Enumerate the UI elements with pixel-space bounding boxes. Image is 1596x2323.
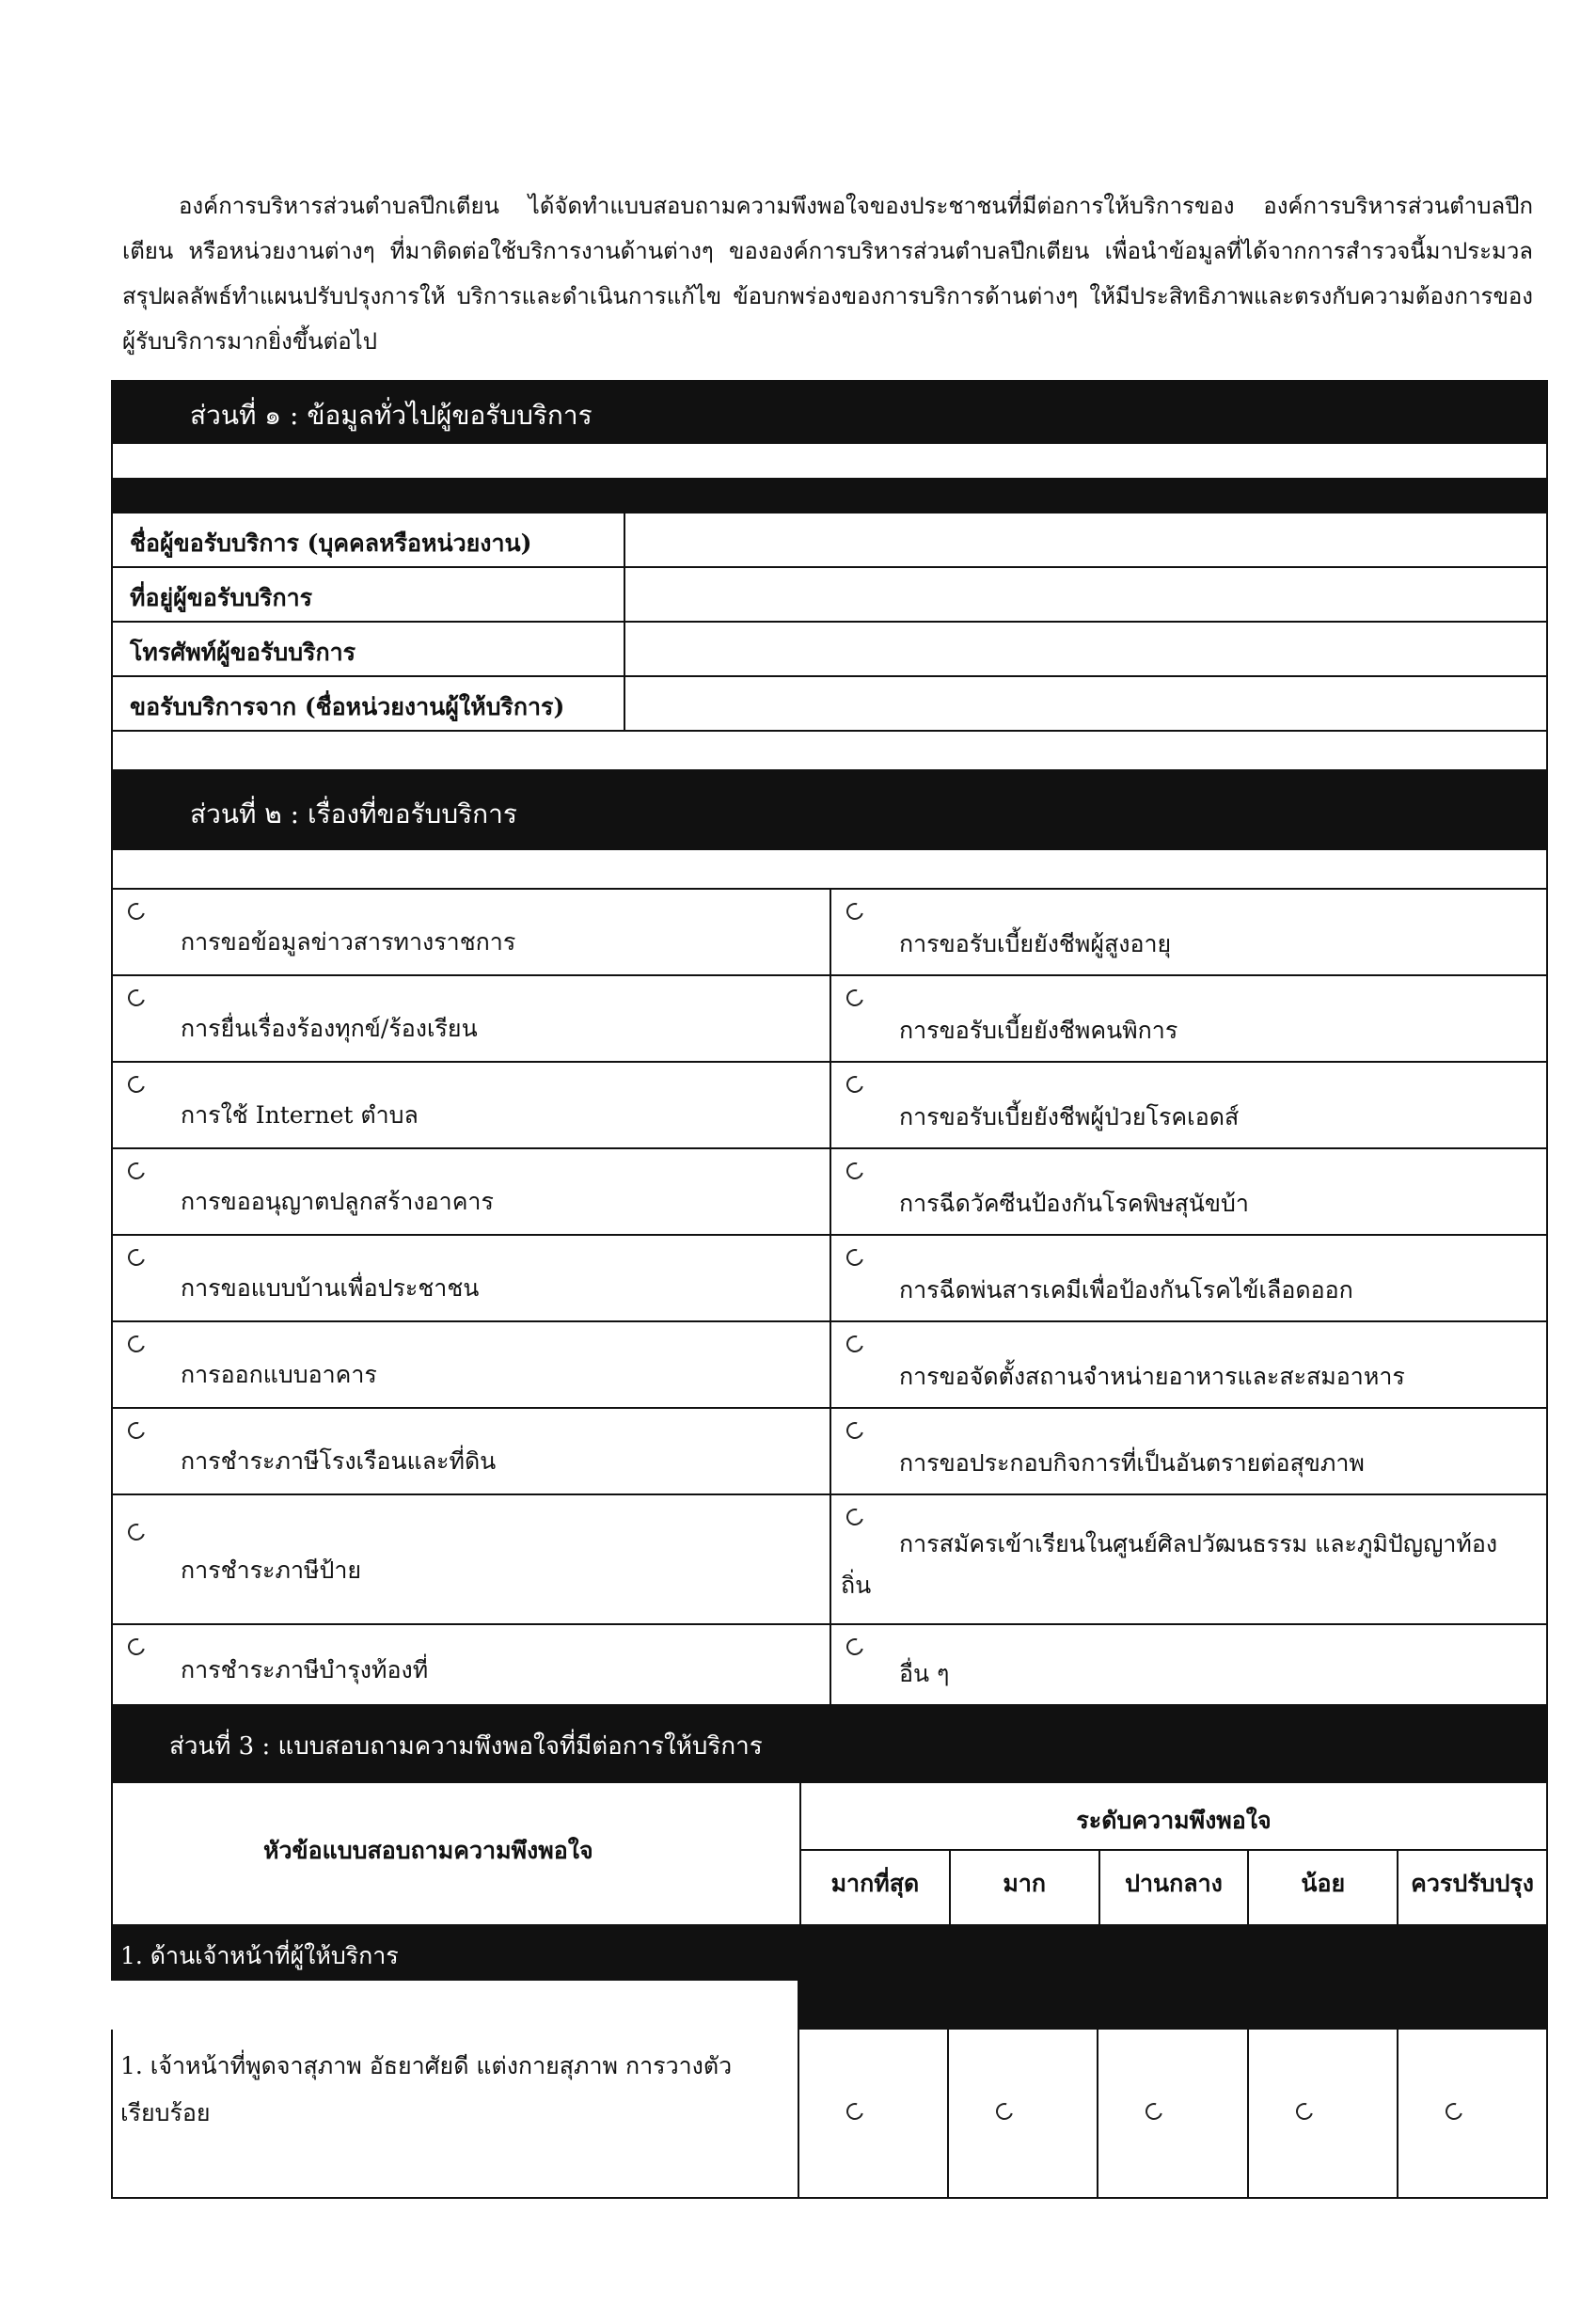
part3-title: ส่วนที่ 3 : แบบสอบถามความพึงพอใจที่มีต่อการให้บริการ [169,1732,763,1761]
part1-title: ส่วนที่ ๑ : ข้อมูลทั่วไปผู้ขอรับบริการ [190,400,593,431]
service-option[interactable] [113,890,830,974]
category-label: 1. ด้านเจ้าหน้าที่ผู้ให้บริการ [120,1942,399,1969]
radio-icon[interactable] [125,1073,149,1097]
service-label: การชำระภาษีโรงเรือนและที่ดิน [181,1447,497,1475]
service-row [111,1322,1548,1409]
service-option[interactable] [830,1495,1546,1623]
part2-title: ส่วนที่ ๒ : เรื่องที่ขอรับบริการ [190,798,517,830]
question-text: 1. เจ้าหน้าที่พูดจาสุภาพ อัธยาศัยดี แต่งกายสุภาพ การวางตัวเรียบร้อย [113,2030,799,2197]
field-row-name [111,514,1548,568]
service-row [111,1495,1548,1625]
rating-cell-needs-improvement[interactable] [1398,2030,1546,2197]
radio-icon[interactable] [844,1419,867,1443]
radio-icon[interactable] [125,987,149,1010]
address-field[interactable] [625,568,1546,621]
service-label: อื่น ๆ [899,1660,950,1687]
service-row [111,1625,1548,1706]
rating-cell-medium[interactable] [1098,2030,1248,2197]
field-label: โทรศัพท์ผู้ขอรับบริการ [113,623,625,675]
service-option[interactable] [830,1322,1546,1407]
level-needs-improvement: ควรปรับปรุง [1411,1870,1535,1897]
level-very-high: มากที่สุด [801,1851,951,1924]
radio-icon[interactable] [844,2100,867,2124]
field-label: ชื่อผู้ขอรับบริการ (บุคคลหรือหน่วยงาน) [113,514,625,566]
field-row-phone [111,623,1548,677]
service-label: การสมัครเข้าเรียนในศูนย์ศิลปวัฒนธรรม และภูมิปัญญาท้องถิ่น [841,1530,1498,1599]
service-option[interactable] [830,1063,1546,1147]
service-row [111,1063,1548,1149]
survey-form [111,380,1548,2199]
service-label: การฉีดวัคซีนป้องกันโรคพิษสุนัขบ้า [899,1190,1249,1217]
service-label: การยื่นเรื่องร้องทุกข์/ร้องเรียน [181,1015,478,1042]
service-label: การใช้ Internet ตำบล [181,1101,419,1129]
radio-icon[interactable] [1292,2100,1316,2124]
radio-icon[interactable] [844,1636,867,1659]
service-label: การขอรับเบี้ยยังชีพผู้ป่วยโรคเอดส์ [899,1103,1240,1130]
service-option[interactable] [113,1063,830,1147]
radio-icon[interactable] [125,1636,149,1659]
service-label: การชำระภาษีป้าย [181,1557,362,1584]
service-label: การชำระภาษีบำรุงท้องที่ [181,1656,429,1683]
radio-icon[interactable] [125,1419,149,1443]
service-label: การขอจัดตั้งสถานจำหน่ายอาหารและสะสมอาหาร [899,1363,1405,1390]
phone-field[interactable] [625,623,1546,675]
field-label: ที่อยู่ผู้ขอรับบริการ [113,568,625,621]
radio-icon[interactable] [1443,2100,1466,2124]
service-option[interactable] [830,976,1546,1061]
radio-icon[interactable] [993,2100,1017,2124]
radio-icon[interactable] [125,1246,149,1270]
topic-column-header [113,1783,801,1924]
agency-field[interactable] [625,677,1546,730]
service-option[interactable] [113,1236,830,1320]
part1-divider [111,478,1548,514]
radio-icon[interactable] [844,1073,867,1097]
name-field[interactable] [625,514,1546,566]
radio-icon[interactable] [844,900,867,924]
field-row-agency [111,677,1548,732]
service-label: การขอรับเบี้ยยังชีพผู้สูงอายุ [899,930,1172,957]
rating-cell-high[interactable] [949,2030,1098,2197]
radio-icon[interactable] [125,1160,149,1183]
field-label: ขอรับบริการจาก (ชื่อหน่วยงานผู้ให้บริการ) [113,677,625,730]
radio-icon[interactable] [125,900,149,924]
level-low: น้อย [1249,1851,1398,1924]
radio-icon[interactable] [844,987,867,1010]
service-label: การขออนุญาตปลูกสร้างอาคาร [181,1188,494,1215]
service-option[interactable] [113,1625,830,1704]
service-row [111,890,1548,976]
service-option[interactable] [830,1149,1546,1234]
intro-paragraph: องค์การบริหารส่วนตำบลปึกเตียน ได้จัดทำแบบสอบถามความพึงพอใจของประชาชนที่มีต่อการให้บริการของ องค์การบริหารส่วนตำบลปึกเตียน หรือหน่วยงานต่างๆ ที่มาติดต่อใช้บริการงานด้านต่างๆ ขององค์การบริหารส่วนตำบลปึกเตียน เพื่อนำข้อมูลที่ได้จากการสำรวจนี้มาประมวลสรุปผลลัพธ์ทำแผนปรับปรุงการให้ บริการและดำเนินการแก้ไข ข้อบกพร่องของการบริการด้านต่างๆ ให้มีประสิทธิภาพและตรงกับความต้องการของผู้รับบริการมากยิ่งขึ้นต่อไป [122,193,1533,355]
level-columns [801,1851,1546,1924]
service-label: การขอประกอบกิจการที่เป็นอันตรายต่อสุขภาพ [899,1449,1365,1477]
service-row [111,1149,1548,1236]
service-row [111,976,1548,1063]
radio-icon[interactable] [844,1333,867,1356]
service-label: การขอข้อมูลข่าวสารทางราชการ [181,928,516,956]
service-option[interactable] [113,1322,830,1407]
part1-header [111,380,1548,444]
level-header-text: ระดับความพึงพอใจ [801,1783,1546,1851]
service-label: การออกแบบอาคาร [181,1361,377,1388]
service-option[interactable] [113,1149,830,1234]
rating-cell-low[interactable] [1249,2030,1398,2197]
service-option[interactable] [830,1409,1546,1493]
part2-spacer [111,850,1548,890]
service-label: การฉีดพ่นสารเคมีเพื่อป้องกันโรคไข้เลือดออก [899,1276,1353,1304]
part1-fields [111,514,1548,732]
category-row [111,1924,1548,1981]
rating-cell-very-high[interactable] [799,2030,949,2197]
level-high: มาก [951,1851,1100,1924]
radio-icon[interactable] [125,1333,149,1356]
part2-header [111,769,1548,850]
rating-table-header [111,1783,1548,1924]
level-medium: ปานกลาง [1100,1851,1250,1924]
radio-icon[interactable] [125,1521,149,1544]
radio-icon[interactable] [844,1246,867,1270]
service-label: การขอแบบบ้านเพื่อประชาชน [181,1274,480,1302]
level-column-header [801,1783,1546,1924]
service-option[interactable] [113,1495,830,1623]
part3-header [111,1706,1548,1783]
question-row [111,2030,1548,2199]
category-bar [798,1981,1548,2030]
radio-icon[interactable] [844,1160,867,1183]
part1-spacer [111,444,1548,478]
topic-header-text: หัวข้อแบบสอบถามความพึงพอใจ [263,1837,593,1864]
radio-icon[interactable] [1143,2100,1166,2124]
service-label: การขอรับเบี้ยยังชีพคนพิการ [899,1017,1178,1044]
service-row [111,1236,1548,1322]
field-row-address [111,568,1548,623]
service-row [111,1409,1548,1495]
service-option[interactable] [113,976,830,1061]
part1-bottom-space [111,732,1548,769]
service-option[interactable] [830,1625,1546,1704]
service-option[interactable] [830,890,1546,974]
service-option[interactable] [830,1236,1546,1320]
service-option[interactable] [113,1409,830,1493]
